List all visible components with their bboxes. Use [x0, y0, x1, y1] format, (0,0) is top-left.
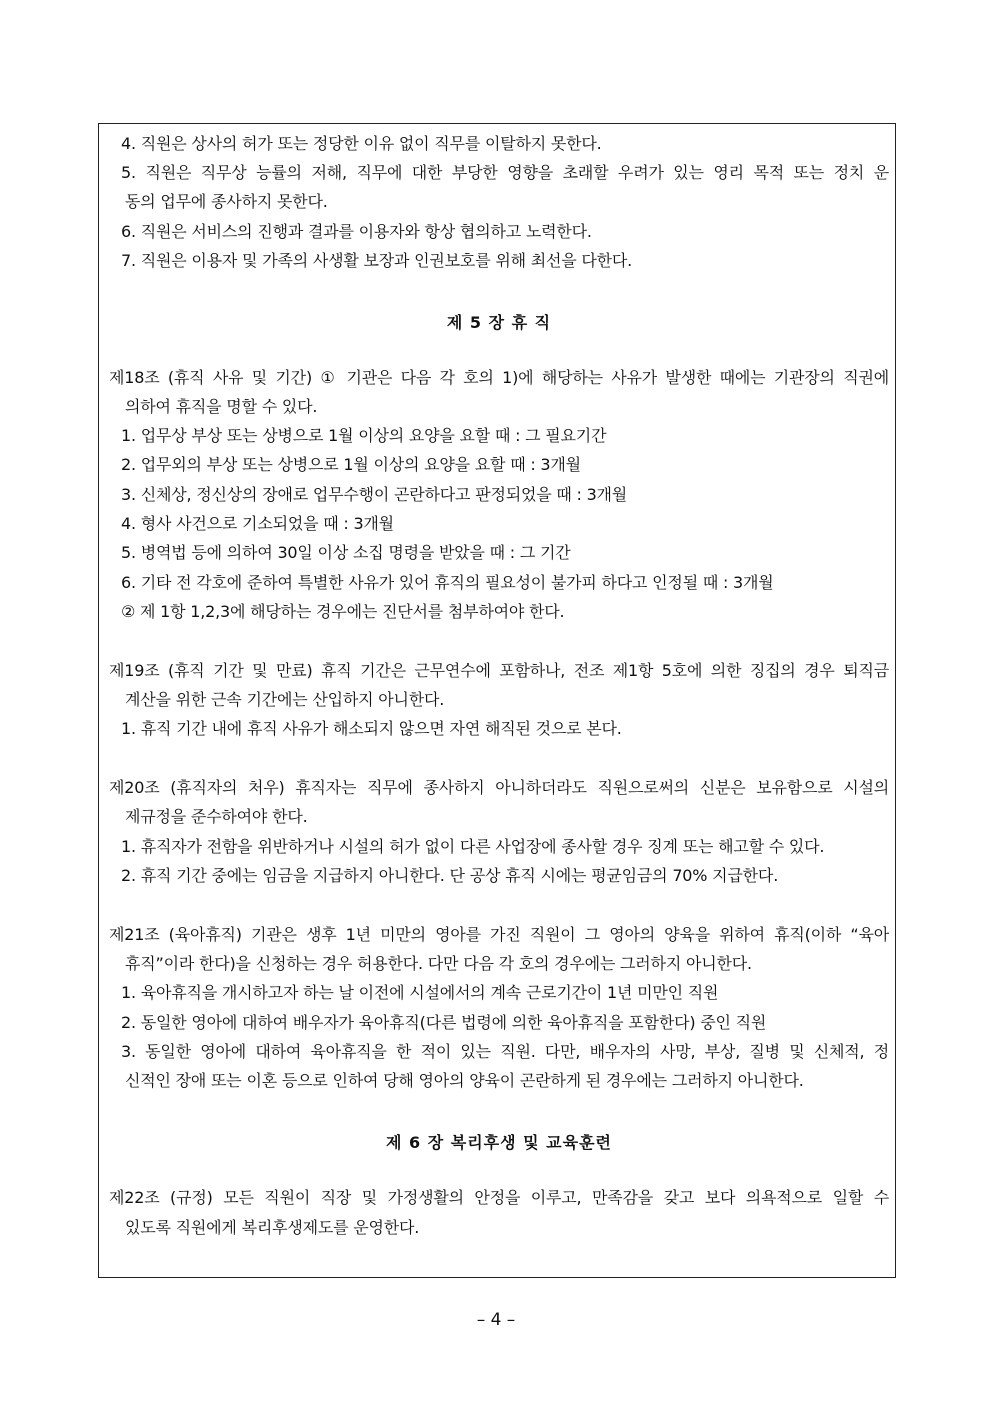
article-22-heading: 제22조 (규정) 모든 직원이 직장 및 가정생활의 안정을 이루고, 만족감을 갖고 보다 의욕적으로 일할 수 [109, 1188, 889, 1207]
article-19-heading: 제19조 (휴직 기간 및 만료) 휴직 기간은 근무연수에 포함하나, 전조 제1항 5호에 의한 징집의 경우 퇴직금 [109, 661, 889, 680]
article-21-cont: 휴직”이라 한다)을 신청하는 경우 허용한다. 다만 다음 각 호의 경우에는 그러하지 아니한다. [125, 954, 752, 973]
duty-item-5-cont: 동의 업무에 종사하지 못한다. [125, 192, 328, 211]
document-frame [98, 123, 896, 1278]
article-21-heading: 제21조 (육아휴직) 기관은 생후 1년 미만의 영아를 가진 직원이 그 영아의 양육을 위하여 휴직(이하 “육아 [109, 925, 889, 944]
article-18-item-3: 3. 신체상, 정신상의 장애로 업무수행이 곤란하다고 판정되었을 때 : 3개월 [121, 485, 628, 504]
chapter-5-title: 제 5 장 휴 직 [446, 313, 552, 332]
article-21-item-3: 3. 동일한 영아에 대하여 육아휴직을 한 적이 있는 직원. 다만, 배우자의 사망, 부상, 질병 및 신체적, 정 [121, 1042, 889, 1061]
article-18-item-5: 5. 병역법 등에 의하여 30일 이상 소집 명령을 받았을 때 : 그 기간 [121, 543, 571, 562]
article-18-cont: 의하여 휴직을 명할 수 있다. [125, 397, 318, 416]
article-21-item-3-cont: 신적인 장애 또는 이혼 등으로 인하여 당해 영아의 양육이 곤란하게 된 경우에는 그러하지 아니한다. [125, 1071, 804, 1090]
page-number: – 4 – [476, 1310, 516, 1330]
article-19-item-1: 1. 휴직 기간 내에 휴직 사유가 해소되지 않으면 자연 해직된 것으로 본다. [121, 719, 622, 738]
duty-item-6: 6. 직원은 서비스의 진행과 결과를 이용자와 항상 협의하고 노력한다. [121, 222, 592, 241]
article-20-item-1: 1. 휴직자가 전함을 위반하거나 시설의 허가 없이 다른 사업장에 종사할 경우 징계 또는 해고할 수 있다. [121, 837, 825, 856]
article-20-cont: 제규정을 준수하여야 한다. [125, 807, 308, 826]
article-19-cont: 계산을 위한 근속 기간에는 산입하지 아니한다. [125, 690, 445, 709]
article-21-item-2: 2. 동일한 영아에 대하여 배우자가 육아휴직(다른 법령에 의한 육아휴직을 포함한다) 중인 직원 [121, 1013, 767, 1032]
article-18-para-2: ② 제 1항 1,2,3에 해당하는 경우에는 진단서를 첨부하여야 한다. [121, 602, 565, 621]
chapter-6-title: 제 6 장 복리후생 및 교육훈련 [385, 1133, 612, 1152]
article-18-item-4: 4. 형사 사건으로 기소되었을 때 : 3개월 [121, 514, 394, 533]
article-21-item-1: 1. 육아휴직을 개시하고자 하는 날 이전에 시설에서의 계속 근로기간이 1년 미만인 직원 [121, 983, 719, 1002]
article-18-item-6: 6. 기타 전 각호에 준하여 특별한 사유가 있어 휴직의 필요성이 불가피 하다고 인정될 때 : 3개월 [121, 573, 774, 592]
duty-item-4: 4. 직원은 상사의 허가 또는 정당한 이유 없이 직무를 이탈하지 못한다. [121, 134, 602, 153]
article-18-item-1: 1. 업무상 부상 또는 상병으로 1월 이상의 요양을 요할 때 : 그 필요기간 [121, 426, 607, 445]
article-18-item-2: 2. 업무외의 부상 또는 상병으로 1월 이상의 요양을 요할 때 : 3개월 [121, 455, 581, 474]
article-22-cont: 있도록 직원에게 복리후생제도를 운영한다. [125, 1218, 420, 1237]
duty-item-7: 7. 직원은 이용자 및 가족의 사생활 보장과 인권보호를 위해 최선을 다한다. [121, 251, 633, 270]
article-20-item-2: 2. 휴직 기간 중에는 임금을 지급하지 아니한다. 단 공상 휴직 시에는 평균임금의 70% 지급한다. [121, 866, 779, 885]
article-20-heading: 제20조 (휴직자의 처우) 휴직자는 직무에 종사하지 아니하더라도 직원으로써의 신분은 보유함으로 시설의 [109, 778, 890, 797]
duty-item-5: 5. 직원은 직무상 능률의 저해, 직무에 대한 부당한 영향을 초래할 우려가 있는 영리 목적 또는 정치 운 [121, 163, 889, 182]
article-18-heading: 제18조 (휴직 사유 및 기간) ① 기관은 다음 각 호의 1)에 해당하는 사유가 발생한 때에는 기관장의 직권에 [109, 368, 889, 387]
